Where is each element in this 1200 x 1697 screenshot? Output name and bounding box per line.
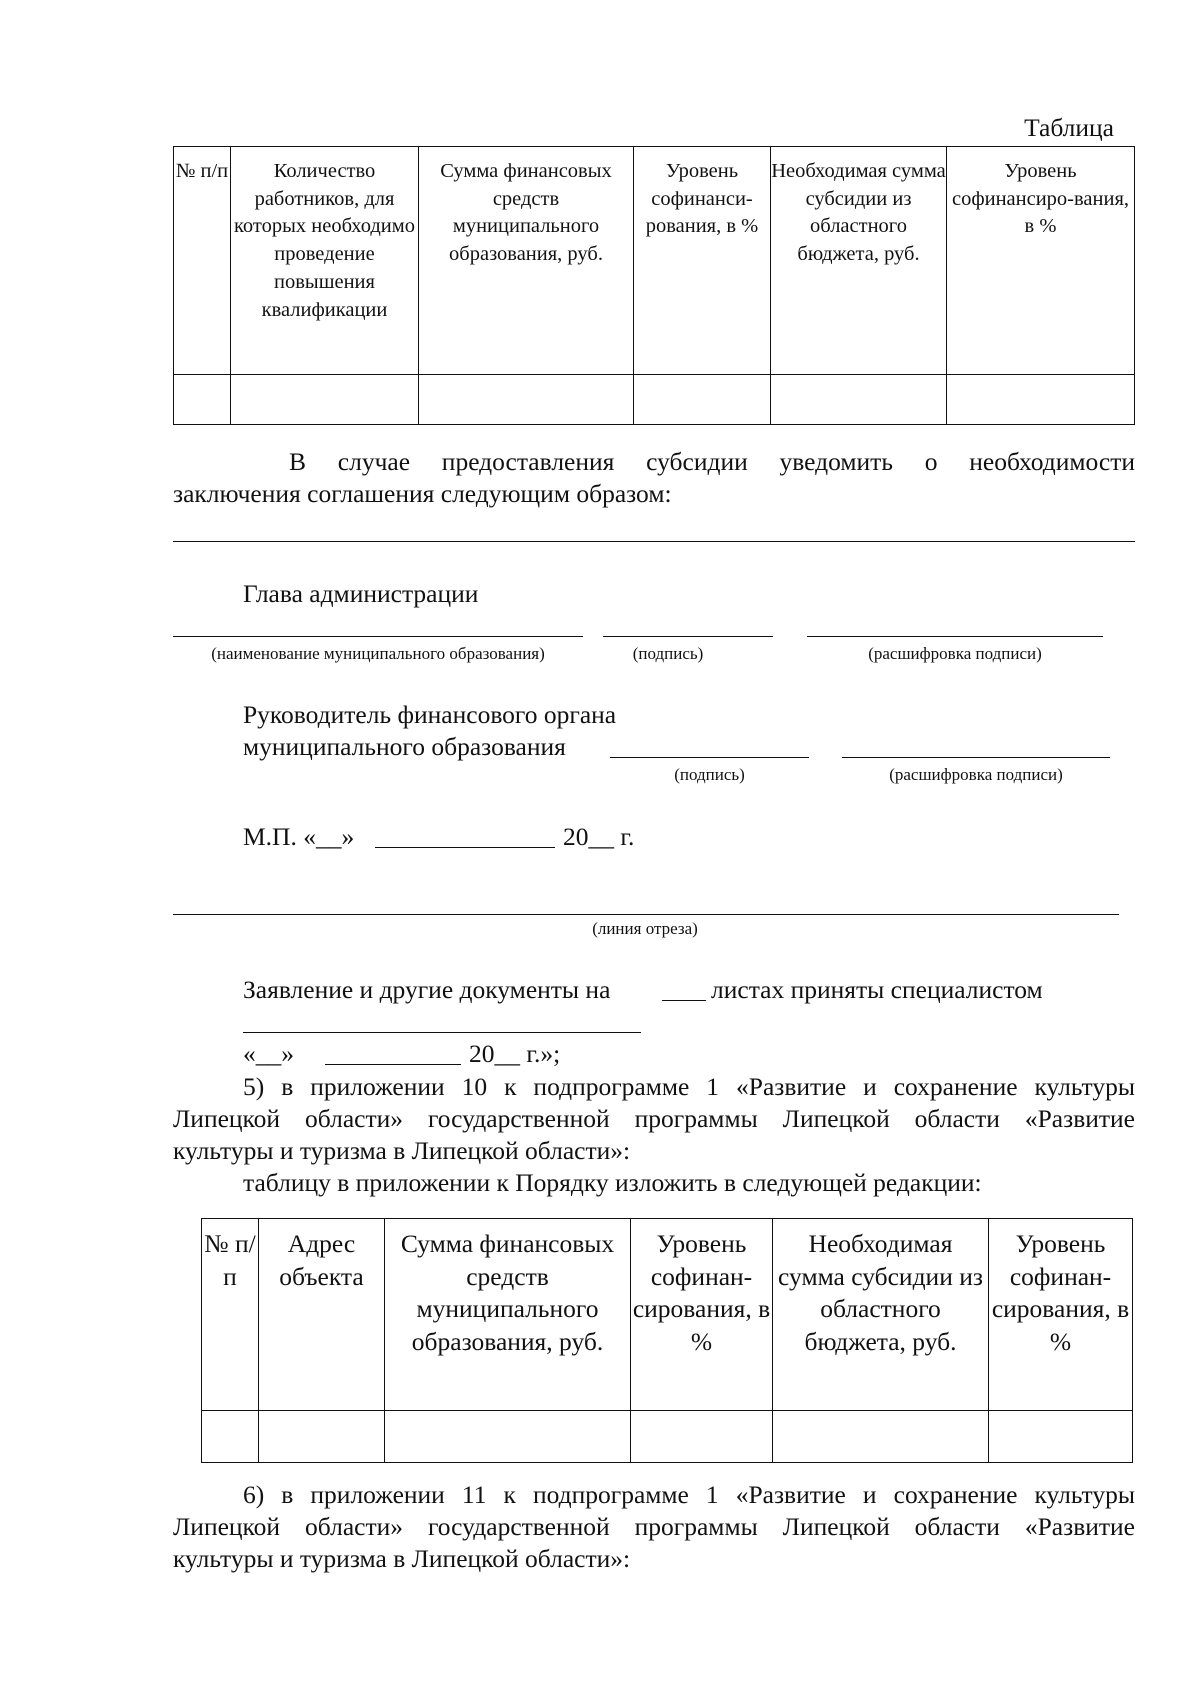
finance-signature-decoding-caption: (расшифровка подписи) bbox=[889, 765, 1063, 784]
receipt-date-open: «__» bbox=[243, 1039, 294, 1068]
header-cofinancing-level: Уровень софинанси-рования, в % bbox=[634, 147, 771, 375]
specialist-line[interactable] bbox=[243, 1032, 641, 1033]
head-signature-decoding-line[interactable] bbox=[807, 636, 1103, 637]
stamp-month-line[interactable] bbox=[375, 847, 555, 848]
header-number: № п/п bbox=[202, 1219, 259, 1411]
sheet-count-line[interactable] bbox=[662, 1000, 706, 1001]
table-row bbox=[174, 375, 1135, 425]
stamp-year-label: 20__ г. bbox=[563, 822, 635, 851]
table-cell[interactable] bbox=[631, 1411, 773, 1463]
receipt-text-start: Заявление и другие документы на bbox=[243, 975, 611, 1004]
finance-head-title-cont: муниципального образования bbox=[243, 732, 566, 761]
object-table bbox=[201, 1218, 1133, 1463]
header-cofinancing-level-2: Уровень софинансиро-вания, в % bbox=[947, 147, 1135, 375]
table-cell[interactable] bbox=[259, 1411, 385, 1463]
item6-line3: культуры и туризма в Липецкой области»: bbox=[173, 1544, 631, 1573]
notice-fill-line[interactable] bbox=[173, 541, 1135, 542]
municipality-name-line[interactable] bbox=[173, 636, 583, 637]
header-cofinancing-level: Уровень софинан-сирования, в % bbox=[631, 1219, 773, 1411]
table-cell[interactable] bbox=[771, 375, 947, 425]
table-cell[interactable] bbox=[989, 1411, 1133, 1463]
header-subsidy-amount: Необходимая сумма субсидии из областного бюджета, руб. bbox=[771, 147, 947, 375]
table-cell[interactable] bbox=[773, 1411, 989, 1463]
table-cell[interactable] bbox=[385, 1411, 631, 1463]
item5-line3: культуры и туризма в Липецкой области»: bbox=[173, 1136, 631, 1165]
header-number: № п/п bbox=[174, 147, 231, 375]
finance-signature-caption: (подпись) bbox=[674, 765, 745, 784]
receipt-text-end: листах приняты специалистом bbox=[711, 975, 1043, 1004]
finance-signature-line[interactable] bbox=[610, 757, 809, 758]
header-municipal-funds: Сумма финансовых средств муниципального образования, руб. bbox=[419, 147, 634, 375]
receipt-date-close: 20__ г.»; bbox=[469, 1039, 561, 1068]
header-object-address: Адрес объекта bbox=[259, 1219, 385, 1411]
item5-line1: 5) в приложении 10 к подпрограмме 1 «Развитие и сохранение культуры bbox=[243, 1072, 1135, 1101]
head-signature-decoding-caption: (расшифровка подписи) bbox=[868, 644, 1042, 663]
stamp-date-label: М.П. «__» bbox=[243, 822, 355, 851]
table-header-row bbox=[202, 1219, 1133, 1411]
head-signature-caption: (подпись) bbox=[632, 644, 704, 663]
table-cell[interactable] bbox=[231, 375, 419, 425]
item5-line2: Липецкой области» государственной программы Липецкой области «Развитие bbox=[173, 1104, 1135, 1133]
notice-text: В случае предоставления субсидии уведомить о необходимости bbox=[289, 447, 1135, 476]
table-cell[interactable] bbox=[634, 375, 771, 425]
table-cell[interactable] bbox=[947, 375, 1135, 425]
item5-line4: таблицу в приложении к Порядку изложить в следующей редакции: bbox=[243, 1168, 982, 1197]
table-caption: Таблица bbox=[1024, 113, 1114, 142]
item6-line2: Липецкой области» государственной программы Липецкой области «Развитие bbox=[173, 1512, 1135, 1541]
head-signature-line[interactable] bbox=[603, 636, 773, 637]
header-cofinancing-level-2: Уровень софинан-сирования, в % bbox=[989, 1219, 1133, 1411]
municipality-name-caption: (наименование муниципального образования) bbox=[211, 644, 545, 663]
table-row bbox=[202, 1411, 1133, 1463]
header-subsidy-amount: Необходимая сумма субсидии из областного бюджета, руб. bbox=[773, 1219, 989, 1411]
cut-line bbox=[173, 914, 1119, 915]
notice-text-cont: заключения соглашения следующим образом: bbox=[173, 479, 672, 508]
table-cell[interactable] bbox=[174, 375, 231, 425]
item6-line1: 6) в приложении 11 к подпрограмме 1 «Развитие и сохранение культуры bbox=[243, 1480, 1135, 1509]
finance-head-title: Руководитель финансового органа bbox=[243, 700, 617, 729]
receipt-month-line[interactable] bbox=[325, 1064, 461, 1065]
header-workers-count: Количество работников, для которых необходимо проведение повышения квалификации bbox=[231, 147, 419, 375]
table-header-row bbox=[174, 147, 1135, 375]
header-municipal-funds: Сумма финансовых средств муниципального образования, руб. bbox=[385, 1219, 631, 1411]
cut-line-caption: (линия отреза) bbox=[592, 919, 698, 938]
table-cell[interactable] bbox=[419, 375, 634, 425]
qualification-table bbox=[173, 146, 1135, 425]
table-cell[interactable] bbox=[202, 1411, 259, 1463]
finance-signature-decoding-line[interactable] bbox=[842, 757, 1110, 758]
head-of-admin-title: Глава администрации bbox=[243, 579, 479, 608]
